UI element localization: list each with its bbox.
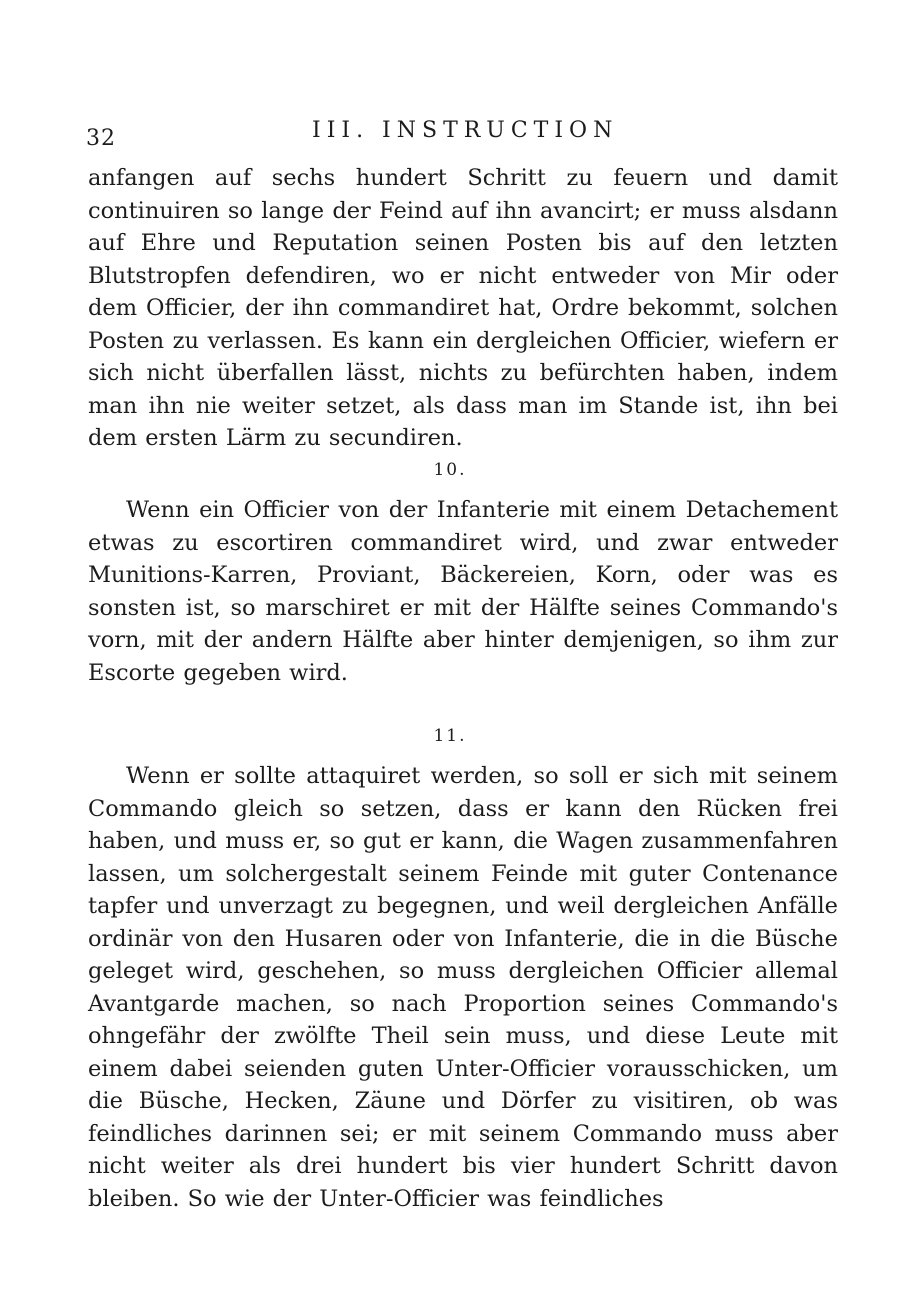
paragraph-section-10: [88, 494, 838, 689]
page-number: 32: [86, 126, 116, 151]
paragraph-section-11: [88, 760, 838, 1215]
section-number-11: 11.: [433, 726, 467, 746]
paragraph-text: anfangen auf sechs hundert Schritt zu feuern und damit continuiren so lange der Feind auf ihn avancirt; er muss alsdann auf Ehre und Reputation seinen Posten bis auf den letzten Blutstropfen defendiren, wo er nicht entweder von Mir oder dem Officier, der ihn commandiret hat, Ordre bekommt, solchen Posten zu verlassen. Es kann ein dergleichen Officier, wiefern er sich nicht überfallen lässt, nichts zu befürchten haben, indem man ihn nie weiter setzet, als dass man im Stande ist, ihn bei dem ersten Lärm zu secundiren.: [88, 165, 838, 451]
running-title: III. INSTRUCTION: [312, 118, 619, 143]
paragraph-text: Wenn er sollte attaquiret werden, so soll er sich mit seinem Commando gleich so setzen, dass er kann den Rücken frei haben, und muss er, so gut er kann, die Wagen zusammenfahren lassen, um solchergestalt seinem Feinde mit guter Contenance tapfer und unverzagt zu begegnen, und weil dergleichen Anfälle ordinär von den Husaren oder von Infanterie, die in die Büsche geleget wird, geschehen, so muss dergleichen Officier allemal Avantgarde machen, so nach Proportion seines Commando's ohngefähr der zwölfte Theil sein muss, und diese Leute mit einem dabei seienden guten Unter-Officier vorausschicken, um die Büsche, Hecken, Zäune und Dörfer zu visitiren, ob was feindliches darinnen sei; er mit seinem Commando muss aber nicht weiter als drei hundert bis vier hundert Schritt davon bleiben. So wie der Unter-Officier was feindliches: [88, 763, 838, 1212]
section-number-10: 10.: [433, 460, 467, 480]
paragraph-continuation: [88, 162, 838, 455]
paragraph-text: Wenn ein Officier von der Infanterie mit einem Detachement etwas zu escortiren commandiret wird, und zwar entweder Munitions-Karren, Proviant, Bäckereien, Korn, oder was es sonsten ist, so marschiret er mit der Hälfte seines Commando's vorn, mit der andern Hälfte aber hinter demjenigen, so ihm zur Escorte gegeben wird.: [88, 497, 838, 686]
